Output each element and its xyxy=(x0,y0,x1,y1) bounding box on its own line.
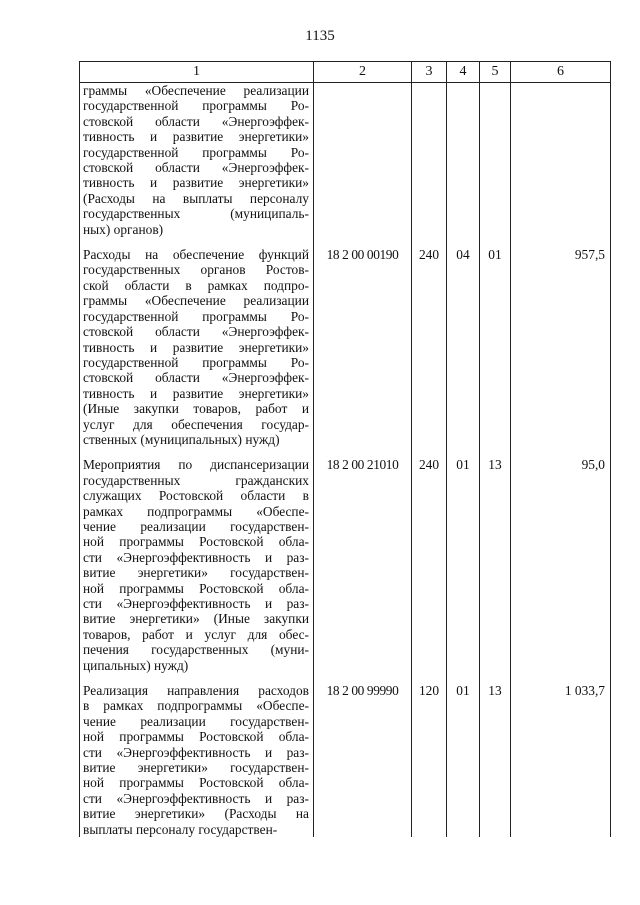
table-row xyxy=(80,83,611,238)
description-line: сти «Энергоэффективность и раз- xyxy=(83,744,309,760)
row-subsection: 13 xyxy=(480,673,511,837)
description-line: ной программы Ростовской обла- xyxy=(83,580,309,596)
description-line: сти «Энергоэффективность и раз- xyxy=(83,790,309,806)
row-description xyxy=(80,237,314,447)
row-section: 01 xyxy=(447,447,480,673)
description-line: ной программы Ростовской обла- xyxy=(83,729,309,745)
description-line: служащих Ростовской области в xyxy=(83,488,309,504)
description-line: граммы «Обеспечение реализации xyxy=(83,293,309,309)
description-line: тивность и развитие энергетики» xyxy=(83,339,309,355)
header-col-5: 5 xyxy=(480,62,511,83)
description-line: ной программы Ростовской обла- xyxy=(83,534,309,550)
header-col-1: 1 xyxy=(80,62,314,83)
header-col-6: 6 xyxy=(511,62,611,83)
row-target-code: 18 2 00 99990 xyxy=(314,673,412,837)
header-col-2: 2 xyxy=(314,62,412,83)
description-line: выплаты персоналу государствен- xyxy=(83,821,278,837)
description-line: рамках подпрограммы «Обеспе- xyxy=(83,503,309,519)
row-amount: 1 033,7 xyxy=(511,673,611,837)
budget-table xyxy=(79,61,611,837)
row-section: 04 xyxy=(447,237,480,447)
description-line: государственной программы Ро- xyxy=(83,144,309,160)
description-line: государственной программы Ро- xyxy=(83,308,309,324)
table-row xyxy=(80,237,611,447)
description-line: сти «Энергоэффективность и раз- xyxy=(83,596,309,611)
description-line: государственных органов Ростов- xyxy=(83,262,309,278)
description-line: тивность и развитие энергетики» xyxy=(83,129,309,145)
description-line: граммы «Обеспечение реализации xyxy=(83,83,309,98)
row-expense-type xyxy=(412,83,447,238)
row-expense-type: 240 xyxy=(412,447,447,673)
page-number: 1135 xyxy=(305,28,335,44)
row-amount xyxy=(511,83,611,238)
row-description xyxy=(80,83,314,238)
description-line: товаров, работ и услуг для обес- xyxy=(83,626,309,642)
row-subsection: 13 xyxy=(480,447,511,673)
header-col-4: 4 xyxy=(447,62,480,83)
description-line: тивность и развитие энергетики» xyxy=(83,175,309,191)
description-line: (Иные закупки товаров, работ и xyxy=(83,401,309,417)
row-expense-type: 120 xyxy=(412,673,447,837)
description-line: Реализация направления расходов xyxy=(83,683,309,699)
row-target-code: 18 2 00 21010 xyxy=(314,447,412,673)
header-col-3: 3 xyxy=(412,62,447,83)
table-row xyxy=(80,673,611,837)
row-amount: 957,5 xyxy=(511,237,611,447)
description-line: ной программы Ростовской обла- xyxy=(83,775,309,791)
description-line: стовской области «Энергоэффек- xyxy=(83,113,309,129)
description-line: государственных (муниципаль- xyxy=(83,206,309,222)
row-target-code xyxy=(314,83,412,238)
description-line: ской области в рамках подпро- xyxy=(83,277,309,293)
description-line: услуг для обеспечения государ- xyxy=(83,416,309,432)
description-line: ципальных) нужд) xyxy=(83,657,189,673)
description-line: витие энергетики» государствен- xyxy=(83,565,309,581)
table-row xyxy=(80,447,611,673)
description-line: Мероприятия по диспансеризации xyxy=(83,457,309,473)
description-line: ственных (муниципальных) нужд) xyxy=(83,431,280,447)
description-line: витие энергетики» (Иные закупки xyxy=(83,611,309,627)
description-line: витие энергетики» (Расходы на xyxy=(83,806,309,822)
description-line: ных) органов) xyxy=(83,221,164,237)
description-line: в рамках подпрограммы «Обеспе- xyxy=(83,698,309,714)
description-line: государственных гражданских xyxy=(83,472,309,488)
description-line: (Расходы на выплаты персоналу xyxy=(83,190,309,206)
table-body xyxy=(80,83,611,838)
description-line: стовской области «Энергоэффек- xyxy=(83,324,309,340)
description-line: чение реализации государствен- xyxy=(83,518,309,534)
description-line: Расходы на обеспечение функций xyxy=(83,247,309,263)
row-section: 01 xyxy=(447,673,480,837)
table-header-row xyxy=(80,62,611,83)
description-line: сти «Энергоэффективность и раз- xyxy=(83,549,309,565)
row-subsection: 01 xyxy=(480,237,511,447)
row-amount: 95,0 xyxy=(511,447,611,673)
row-description xyxy=(80,447,314,673)
row-description xyxy=(80,673,314,837)
row-target-code: 18 2 00 00190 xyxy=(314,237,412,447)
row-subsection xyxy=(480,83,511,238)
description-line: печения государственных (муни- xyxy=(83,642,309,658)
row-expense-type: 240 xyxy=(412,237,447,447)
row-section xyxy=(447,83,480,238)
description-line: витие энергетики» государствен- xyxy=(83,760,309,776)
description-line: стовской области «Энергоэффек- xyxy=(83,370,309,386)
description-line: чение реализации государствен- xyxy=(83,713,309,729)
description-line: стовской области «Энергоэффек- xyxy=(83,160,309,176)
description-line: государственной программы Ро- xyxy=(83,98,309,114)
description-line: государственной программы Ро- xyxy=(83,354,309,370)
description-line: тивность и развитие энергетики» xyxy=(83,385,309,401)
